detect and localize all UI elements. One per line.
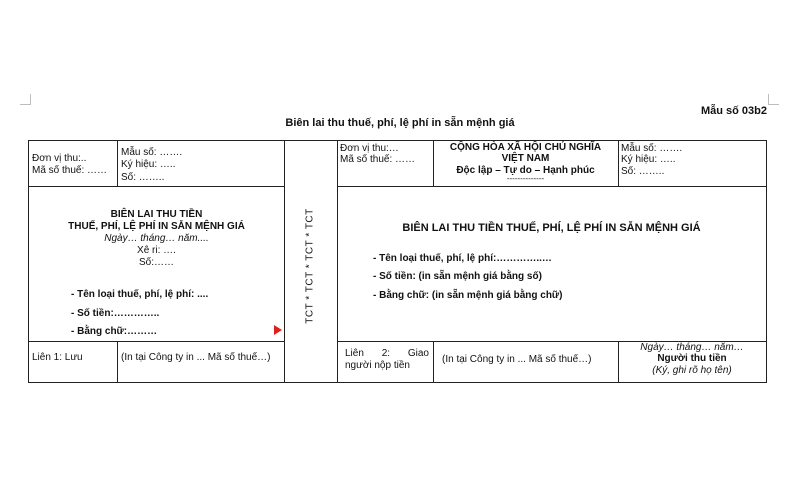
stub-copy-label: Liên 1: Lưu <box>32 352 83 363</box>
stub-date: Ngày… tháng… năm.... <box>104 233 209 244</box>
main-tax-code-label: Mã số thuế: …… <box>340 154 416 165</box>
stub-footer-top <box>29 341 284 342</box>
stub-printer-note: (In tại Công ty in ... Mã số thuế…) <box>121 352 271 363</box>
main-unit-label: Đơn vị thu:… <box>340 143 399 154</box>
main-header-bottom <box>337 186 766 187</box>
stub-title-line2: THUẾ, PHÍ, LỆ PHÍ IN SẴN MỆNH GIÁ <box>68 221 245 232</box>
crop-mark-top-left <box>20 94 31 105</box>
stub-footer-split <box>117 341 118 382</box>
main-header-split-right <box>618 141 619 186</box>
main-fee-type: - Tên loại thuế, phí, lệ phí:…………..… <box>373 253 552 264</box>
sign-note: (Ký, ghi rõ họ tên) <box>652 365 732 376</box>
red-arrow-marker <box>274 325 282 335</box>
stub-header-split <box>117 141 118 186</box>
stub-unit-label: Đơn vị thu:.. <box>32 153 87 164</box>
collector-label: Người thu tiền <box>657 353 727 364</box>
main-copy-line1: Liên 2: Giao <box>345 348 429 359</box>
republic-line2: VIỆT NAM <box>501 153 550 164</box>
receipt-form <box>28 140 767 383</box>
main-copy-line2: người nộp tiền <box>345 360 410 371</box>
motto-underline: -------------- <box>506 174 545 183</box>
stub-tax-code-label: Mã số thuế: …… <box>32 165 108 176</box>
main-divider-line <box>337 141 338 382</box>
stub-form-no-label: Mẫu số: ……. <box>121 147 183 158</box>
stub-in-words: - Bằng chữ:……… <box>71 326 158 337</box>
main-receipt-title: BIÊN LAI THU TIỀN THUẾ, PHÍ, LỆ PHÍ IN SẴN MỆNH GIÁ <box>402 222 701 234</box>
stub-symbol-label: Ký hiệu: ….. <box>121 159 176 170</box>
main-amount: - Số tiền: (in sẵn mệnh giá bằng số) <box>373 271 542 282</box>
form-number: Mẫu số 03b2 <box>700 105 767 117</box>
stub-number-label: Số: …….. <box>121 172 165 183</box>
main-symbol-label: Ký hiệu: ….. <box>621 154 676 165</box>
crop-mark-top-right <box>768 94 779 105</box>
main-in-words: - Bằng chữ: (in sẵn mệnh giá bằng chữ) <box>373 290 563 301</box>
main-form-no-label: Mẫu số: ……. <box>621 143 683 154</box>
tct-divider-text: TCT * TCT * TCT * TCT <box>304 208 316 324</box>
stub-series: Xê ri: …. <box>137 245 176 256</box>
main-footer-split-left <box>433 341 434 382</box>
stub-amount: - Số tiền:………….. <box>71 308 160 319</box>
stub-series-number: Số:…… <box>138 257 174 268</box>
main-number-label: Số: …….. <box>621 166 665 177</box>
republic-line1: CỘNG HÒA XÃ HỘI CHỦ NGHĨA <box>449 142 602 153</box>
national-motto: Độc lập – Tự do – Hạnh phúc <box>456 165 595 176</box>
document-title: Biên lai thu thuế, phí, lệ phí in sẵn mệnh giá <box>285 117 515 129</box>
stub-title-line1: BIÊN LAI THU TIỀN <box>110 209 203 220</box>
stub-header-bottom <box>29 186 284 187</box>
stub-fee-type: - Tên loại thuế, phí, lệ phí: .... <box>71 289 209 300</box>
main-sign-date: Ngày… tháng… năm… <box>640 342 744 353</box>
main-printer-note: (In tại Công ty in ... Mã số thuế…) <box>442 354 592 365</box>
stub-divider-line <box>284 141 285 382</box>
